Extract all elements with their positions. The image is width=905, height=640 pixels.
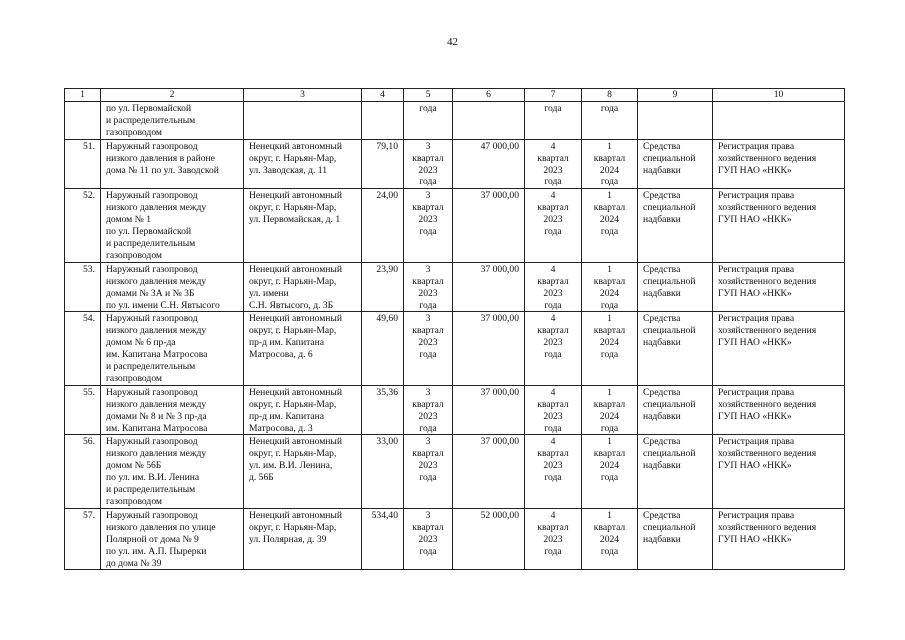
cell-line: ул. Заводская, д. 11 (249, 164, 328, 176)
period-cell (525, 262, 582, 312)
object-name-cell (101, 189, 244, 262)
cell-line: квартал (537, 152, 569, 164)
cell-line: квартал (537, 202, 569, 214)
table-row (65, 262, 845, 312)
cell-line: Регистрация права (718, 190, 795, 202)
cell-line: 1 (607, 509, 612, 521)
start-period-cell (404, 508, 453, 570)
length-cell: 24,00 (362, 189, 404, 262)
cell-line: 2023 (543, 214, 563, 226)
period-cell (525, 312, 582, 385)
cell-line: пр-д им. Капитана (249, 337, 325, 349)
cell-line: ул. Полярная, д. 39 (249, 533, 327, 545)
table-row (65, 385, 845, 435)
cell-line: Средства (643, 140, 681, 152)
cell-line: квартал (537, 521, 569, 533)
cell-line: 4 (550, 140, 556, 152)
cell-line: 2024 (599, 337, 620, 349)
column-header: 1 (65, 89, 101, 102)
cell-line: до дома № 39 (106, 557, 162, 569)
cell-line: года (544, 472, 562, 484)
cell-line: газопроводом (106, 496, 163, 507)
cell-line: 1 (607, 313, 612, 325)
cell-line: низкого давления по улице (106, 521, 216, 533)
cell-line: 2023 (543, 460, 563, 472)
cell-line: 2024 (599, 460, 620, 472)
cell-line: квартал (537, 325, 569, 337)
cell-line: квартал (593, 152, 626, 164)
cell-line: 2023 (543, 287, 563, 299)
result-cell (713, 312, 845, 385)
cell-line: Регистрация права (718, 386, 795, 398)
cost-cell: 52 000,00 (453, 508, 525, 570)
cell-line: 2023 (543, 410, 563, 422)
cell-line: Ненецкий автономный (249, 263, 342, 275)
cell-line: Наружный газопровод (106, 313, 198, 325)
length-cell: 33,00 (362, 435, 404, 508)
column-header: 7 (525, 89, 582, 102)
cell-line: года (600, 349, 619, 361)
start-period-cell (404, 262, 453, 312)
cell-line: Наружный газопровод (106, 386, 198, 398)
cell-line: 2023 (418, 460, 438, 472)
cell-line: округ, г. Нарьян-Мар, (249, 325, 337, 337)
cell-line: специальной (643, 202, 696, 214)
cell-line: надбавки (643, 214, 681, 226)
cell-line: квартал (593, 275, 626, 287)
cell-line: по ул. имени С.Н. Явтысого (106, 299, 220, 311)
cell-line: надбавки (643, 410, 681, 422)
period-cell (525, 139, 582, 189)
cell-line: года (544, 176, 562, 188)
cell-line: 1 (607, 263, 612, 275)
funding-source-cell (638, 139, 713, 189)
cell-line: 2024 (599, 287, 620, 299)
cost-cell: 37 000,00 (453, 312, 525, 385)
cell-line: надбавки (643, 164, 681, 176)
start-period-cell (404, 435, 453, 508)
table-row (65, 139, 845, 189)
row-number-cell: 54. (65, 312, 101, 385)
cell-line: домом № 1 (106, 214, 151, 226)
cell-line: домами № 8 и № 3 пр-да (106, 410, 207, 422)
cell-line: года (419, 545, 437, 557)
cell-line: 2023 (418, 410, 438, 422)
cell-line: года (544, 103, 562, 114)
result-cell (713, 139, 845, 189)
cell-line: года (600, 299, 619, 311)
row-number-cell: 53. (65, 262, 101, 312)
result-cell (713, 508, 845, 570)
address-cell (244, 312, 362, 385)
length-cell: 23,90 (362, 262, 404, 312)
cell-line: Регистрация права (718, 313, 795, 325)
cell-line: 2023 (543, 337, 563, 349)
object-name-cell (101, 435, 244, 508)
cell-line: специальной (643, 398, 696, 410)
period-cell (582, 435, 638, 508)
period-cell (525, 385, 582, 435)
cell-line: ГУП НАО «НКК» (718, 460, 792, 472)
cell-line: по ул. Первомайской (106, 226, 192, 238)
row-number-cell: 55. (65, 385, 101, 435)
cell-line: квартал (412, 521, 444, 533)
row-number-cell: 56. (65, 435, 101, 508)
funding-source-cell (638, 385, 713, 435)
cell-line: года (419, 422, 437, 434)
cell-line: года (600, 226, 619, 238)
address-cell (244, 435, 362, 508)
cell-line: квартал (593, 448, 626, 460)
cell-line: года (600, 472, 619, 484)
period-cell (525, 508, 582, 570)
result-cell (713, 435, 845, 508)
cell-line: им. Капитана Матросова (106, 422, 208, 434)
cell-line: 4 (550, 190, 556, 202)
cell-line: хозяйственного ведения (718, 521, 817, 533)
cell-line: Наружный газопровод (106, 190, 198, 202)
cell-line: Ненецкий автономный (249, 140, 342, 152)
cell-line: Средства (643, 386, 681, 398)
address-cell (244, 189, 362, 262)
funding-source-cell (638, 312, 713, 385)
length-cell: 49,60 (362, 312, 404, 385)
cell-line: округ, г. Нарьян-Мар, (249, 448, 337, 460)
cell-line: квартал (412, 152, 444, 164)
cell-line: низкого давления между (106, 398, 207, 410)
cell-line: низкого давления между (106, 202, 207, 214)
column-number-row (65, 89, 845, 102)
address-cell (244, 385, 362, 435)
column-header: 6 (453, 89, 525, 102)
row-number-cell: 52. (65, 189, 101, 262)
cell-line: года (600, 422, 619, 434)
cell-line: и распределительным (106, 361, 196, 373)
cell-line: округ, г. Нарьян-Мар, (249, 398, 337, 410)
cell-line: хозяйственного ведения (718, 325, 817, 337)
column-header: 8 (582, 89, 638, 102)
funding-source-cell (638, 189, 713, 262)
address-cell (244, 139, 362, 189)
cost-cell: 47 000,00 (453, 139, 525, 189)
period-cell (582, 385, 638, 435)
cell-line: 1 (607, 386, 612, 398)
cell-line: округ, г. Нарьян-Мар, (249, 152, 337, 164)
cell-line: Наружный газопровод (106, 140, 198, 152)
cell-line: 3 (425, 436, 431, 448)
cell-line: 3 (425, 313, 431, 325)
cell-line: 4 (550, 509, 556, 521)
cell-line: надбавки (643, 337, 681, 349)
cell-line: 1 (607, 140, 612, 152)
cell-line: Средства (643, 190, 681, 202)
object-name-cell (101, 312, 244, 385)
cell-line: низкого давления между (106, 325, 207, 337)
cell-line: низкого давления между (106, 275, 207, 287)
cell-line: 2024 (599, 214, 620, 226)
cell-line: С.Н. Явтысого, д. 3Б (249, 299, 334, 311)
cell-line: домами № 3А и № 3Б (106, 287, 195, 299)
cell-line: специальной (643, 521, 696, 533)
cell-line: по ул. Первомайской (106, 103, 192, 114)
length-cell: 79,10 (362, 139, 404, 189)
cell-line: и распределительным (106, 237, 196, 249)
cell-line: специальной (643, 275, 696, 287)
cell-line: ул. им. В.И. Ленина, (249, 460, 333, 472)
cell-line: низкого давления в районе (106, 152, 215, 164)
cell-line: 2023 (418, 337, 438, 349)
cell-line: и распределительным (106, 114, 196, 126)
object-name-cell (101, 102, 244, 140)
cell-line: хозяйственного ведения (718, 448, 817, 460)
cell-line: низкого давления между (106, 448, 207, 460)
length-cell: 35,36 (362, 385, 404, 435)
cell-line: им. Капитана Матросова (106, 349, 208, 361)
cell-line: ГУП НАО «НКК» (718, 214, 792, 226)
cell-line: домом № 6 пр-да (106, 337, 176, 349)
funding-source-cell (638, 508, 713, 570)
cost-cell: 37 000,00 (453, 262, 525, 312)
cell-line: года (600, 176, 619, 188)
table-row (65, 189, 845, 262)
period-cell (582, 508, 638, 570)
cell-line: ул. Первомайская, д. 1 (249, 214, 341, 226)
cell-line: Матросова, д. 6 (249, 349, 313, 361)
cell-line: хозяйственного ведения (718, 202, 817, 214)
cell-line: года (600, 103, 619, 114)
period-cell (582, 139, 638, 189)
start-period-cell (404, 312, 453, 385)
cell-line: Ненецкий автономный (249, 313, 342, 325)
cell-line: квартал (412, 398, 444, 410)
object-name-cell (101, 385, 244, 435)
cost-cell: 37 000,00 (453, 385, 525, 435)
cell-line: года (419, 299, 437, 311)
cell-line: ГУП НАО «НКК» (718, 287, 792, 299)
cell-line: Ненецкий автономный (249, 190, 342, 202)
cell-line: 1 (607, 190, 612, 202)
cell-line: хозяйственного ведения (718, 152, 817, 164)
cell-line: дома № 11 по ул. Заводской (106, 164, 219, 176)
funding-source-cell (638, 262, 713, 312)
cell-line: квартал (537, 448, 569, 460)
cell-line: Матросова, д. 3 (249, 422, 313, 434)
cell-line: Наружный газопровод (106, 509, 198, 521)
cell-line: 4 (550, 386, 556, 398)
period-cell (582, 189, 638, 262)
start-period-cell (404, 385, 453, 435)
cell-line: по ул. им. В.И. Ленина (106, 472, 200, 484)
result-cell (713, 385, 845, 435)
cost-cell: 37 000,00 (453, 435, 525, 508)
cell-line: Средства (643, 436, 681, 448)
start-period-cell (404, 139, 453, 189)
cell-line: квартал (412, 202, 444, 214)
cell-line: 3 (425, 263, 431, 275)
cell-line: 2023 (418, 214, 438, 226)
cell-line: 3 (425, 140, 431, 152)
column-header: 2 (101, 89, 244, 102)
cell-line: Средства (643, 313, 681, 325)
cell-line: Регистрация права (718, 263, 795, 275)
cell-line: хозяйственного ведения (718, 398, 817, 410)
address-cell (244, 508, 362, 570)
row-number-cell: 51. (65, 139, 101, 189)
cell-line: по ул. им. А.П. Пырерки (106, 545, 207, 557)
column-header: 5 (404, 89, 453, 102)
cell-line: 4 (550, 263, 556, 275)
cell-line: Наружный газопровод (106, 436, 198, 448)
cell-line: 2023 (543, 533, 563, 545)
cell-line: специальной (643, 325, 696, 337)
cell-line: ГУП НАО «НКК» (718, 410, 792, 422)
funding-source-cell (638, 435, 713, 508)
cell-line: квартал (412, 325, 444, 337)
cell-line: пр-д им. Капитана (249, 410, 325, 422)
start-period-cell (404, 102, 453, 140)
cell-line: года (419, 349, 437, 361)
cell-line: Регистрация права (718, 140, 795, 152)
cell-line: квартал (537, 275, 569, 287)
cell-line: Ненецкий автономный (249, 386, 342, 398)
cell-line: года (544, 545, 562, 557)
cell-line: Средства (643, 263, 681, 275)
cell-line: квартал (593, 202, 626, 214)
cell-line: Регистрация права (718, 436, 795, 448)
cell-line: года (419, 176, 437, 188)
cell-line: 4 (550, 313, 556, 325)
cell-line: года (600, 545, 619, 557)
cell-line: 2024 (599, 410, 620, 422)
continuation-row (65, 102, 845, 140)
cell-line: квартал (412, 275, 444, 287)
column-header: 9 (638, 89, 713, 102)
cell-line: Средства (643, 509, 681, 521)
table-body (65, 102, 845, 570)
cell-line: года (419, 472, 437, 484)
period-cell (582, 102, 638, 140)
cell-line: специальной (643, 152, 696, 164)
pipeline-table (64, 88, 845, 570)
cell-line: газопроводом (106, 249, 163, 261)
cell-line: надбавки (643, 287, 681, 299)
cell-line: Регистрация права (718, 509, 795, 521)
cell-line: года (544, 226, 562, 238)
cell-line: квартал (593, 325, 626, 337)
object-name-cell (101, 508, 244, 570)
cell-line: квартал (593, 398, 626, 410)
cell-line: газопроводом (106, 372, 163, 384)
table-row (65, 312, 845, 385)
cell-line: квартал (593, 521, 626, 533)
cell-line: Полярной от дома № 9 (106, 533, 199, 545)
cell-line: ул. имени (249, 287, 289, 299)
cell-line: 3 (425, 509, 431, 521)
cell-line: округ, г. Нарьян-Мар, (249, 521, 337, 533)
cell-line: хозяйственного ведения (718, 275, 817, 287)
column-header: 10 (713, 89, 845, 102)
length-cell: 534,40 (362, 508, 404, 570)
table-row (65, 508, 845, 570)
period-cell (582, 312, 638, 385)
cell-line: 2024 (599, 533, 620, 545)
cell-line: 3 (425, 190, 431, 202)
column-header: 3 (244, 89, 362, 102)
cell-line: года (544, 422, 562, 434)
cell-line: года (419, 226, 437, 238)
period-cell (525, 435, 582, 508)
cell-line: ГУП НАО «НКК» (718, 337, 792, 349)
result-cell (713, 189, 845, 262)
column-header: 4 (362, 89, 404, 102)
cell-line: ГУП НАО «НКК» (718, 164, 792, 176)
cell-line: 2023 (418, 164, 438, 176)
address-cell (244, 262, 362, 312)
object-name-cell (101, 139, 244, 189)
period-cell (525, 189, 582, 262)
cell-line: Ненецкий автономный (249, 436, 342, 448)
cell-line: и распределительным (106, 484, 196, 496)
cell-line: 3 (425, 386, 431, 398)
cell-line: надбавки (643, 533, 681, 545)
row-number-cell: 57. (65, 508, 101, 570)
cell-line: года (419, 103, 437, 114)
cell-line: специальной (643, 448, 696, 460)
table-row (65, 435, 845, 508)
cell-line: домом № 56Б (106, 460, 162, 472)
cell-line: ГУП НАО «НКК» (718, 533, 792, 545)
cell-line: года (544, 349, 562, 361)
cell-line: газопроводом (106, 126, 163, 138)
cell-line: 2023 (418, 287, 438, 299)
period-cell (582, 262, 638, 312)
cell-line: округ, г. Нарьян-Мар, (249, 202, 337, 214)
object-name-cell (101, 262, 244, 312)
cell-line: Ненецкий автономный (249, 509, 342, 521)
cell-line: года (544, 299, 562, 311)
cell-line: квартал (412, 448, 444, 460)
cell-line: надбавки (643, 460, 681, 472)
cell-line: Наружный газопровод (106, 263, 198, 275)
start-period-cell (404, 189, 453, 262)
cell-line: 1 (607, 436, 612, 448)
cost-cell: 37 000,00 (453, 189, 525, 262)
period-cell (525, 102, 582, 140)
cell-line: 2023 (418, 533, 438, 545)
result-cell (713, 262, 845, 312)
cell-line: 2024 (599, 164, 620, 176)
cell-line: 2023 (543, 164, 563, 176)
cell-line: квартал (537, 398, 569, 410)
page-number: 42 (447, 36, 458, 48)
cell-line: округ, г. Нарьян-Мар, (249, 275, 337, 287)
cell-line: д. 56Б (249, 472, 274, 484)
cell-line: 4 (550, 436, 556, 448)
